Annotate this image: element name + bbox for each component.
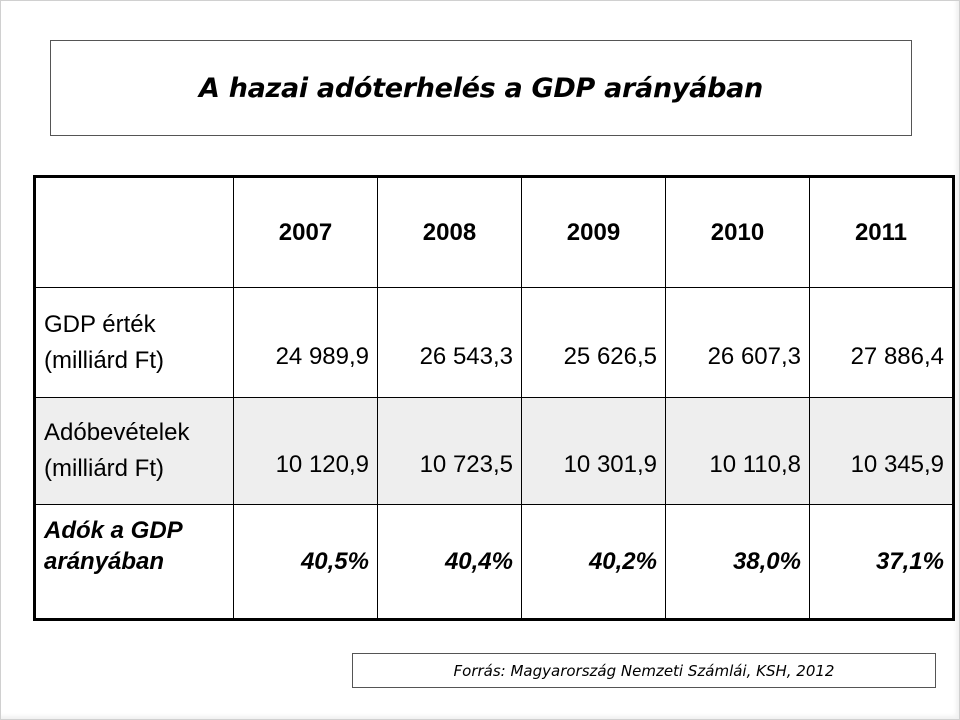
- table-header-row: [35, 177, 954, 288]
- table-row-gdp: [35, 288, 954, 398]
- table-corner-cell: [35, 177, 234, 288]
- table-cell: 27 886,4: [810, 288, 954, 398]
- year-header: 2010: [666, 177, 810, 288]
- row-label-line: Adóbevételek: [44, 419, 190, 446]
- title-box: [50, 40, 912, 136]
- row-label-line: (milliárd Ft): [44, 455, 164, 482]
- table-cell: 10 120,9: [234, 398, 378, 505]
- table-cell: 26 607,3: [666, 288, 810, 398]
- table-cell: 25 626,5: [522, 288, 666, 398]
- source-box: [352, 653, 936, 688]
- row-label-line: (milliárd Ft): [44, 346, 164, 374]
- row-label-line: arányában: [44, 548, 165, 576]
- table-row-tax-ratio: [35, 505, 954, 620]
- source-citation: Forrás: Magyarország Nemzeti Számlái, KSH, 2012: [453, 661, 835, 680]
- table-cell: 40,5%: [234, 505, 378, 620]
- page-title: A hazai adóterhelés a GDP arányában: [199, 72, 763, 104]
- year-header: 2009: [522, 177, 666, 288]
- table-cell: 40,2%: [522, 505, 666, 620]
- table-cell: 40,4%: [378, 505, 522, 620]
- year-header: 2008: [378, 177, 522, 288]
- table-cell: 38,0%: [666, 505, 810, 620]
- tax-burden-table: [33, 175, 955, 621]
- table-cell: 37,1%: [810, 505, 954, 620]
- row-label-tax-ratio: [35, 505, 234, 620]
- row-label-gdp: [35, 288, 234, 398]
- table-cell: 24 989,9: [234, 288, 378, 398]
- table-cell: 10 345,9: [810, 398, 954, 505]
- row-label-tax-revenue: [35, 398, 234, 505]
- year-header: 2007: [234, 177, 378, 288]
- table-row-tax-revenue: [35, 398, 954, 505]
- table-cell: 10 110,8: [666, 398, 810, 505]
- row-label-line: GDP érték: [44, 310, 156, 338]
- table-cell: 10 301,9: [522, 398, 666, 505]
- table-cell: 26 543,3: [378, 288, 522, 398]
- row-label-line: Adók a GDP: [44, 517, 183, 544]
- year-header: 2011: [810, 177, 954, 288]
- table-cell: 10 723,5: [378, 398, 522, 505]
